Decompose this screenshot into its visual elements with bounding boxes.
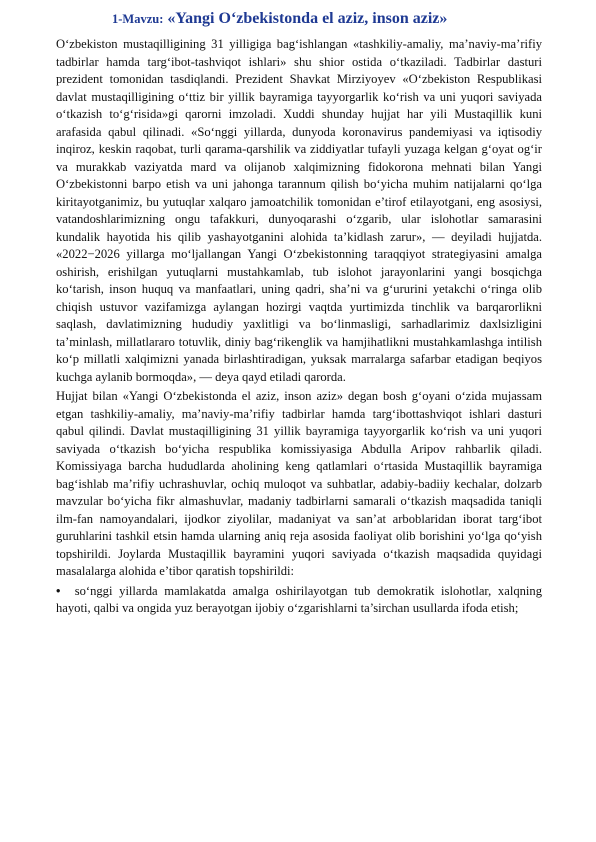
paragraph-2: Hujjat bilan «Yangi O‘zbekistonda el aziz, inson aziz» degan bosh g‘oyani o‘zida mujassam etgan tashkiliy-amaliy, ma’naviy-ma’rifiy tadbirlar hamda targ‘ibottashviqot ishlari dasturi qabul qilindi. Davlat mustaqilligining 31 yillik bayramiga tayyorgarlik ko‘rish va uni yuqori saviyada o‘tkazish bo‘yicha respublika komissiyasiga Abdulla Aripov rahbarlik qiladi. Komissiyaga barcha hududlarda aholining keng qatlamlari o‘rtasida Mustaqillik bayramiga bag‘ishlab ma’rifiy uchrashuvlar, ochiq muloqot va suhbatlar, adabiy-badiiy kechalar, dolzarb mavzular bo‘yicha fikr almashuvlar, madaniy tadbirlarni samarali o‘tkazish maqsadida taniqli ilm-fan namoyandalari, ijodkor ziyolilar, madaniyat va san’at arboblaridan iborat targ‘ibot guruhlarini tashkil etsin hamda ularning aniq reja asosida faoliyat olib borishini yo‘lga qo‘yish topshirildi. Joylarda Mustaqillik bayramini yuqori saviyada o‘tkazish maqsadida quyidagi masalalarga alohida e’tibor qaratish topshirildi: — [56, 389, 542, 578]
bullet-item — [56, 583, 542, 618]
bullet-text: so‘nggi yillarda mamlakatda amalga oshirilayotgan tub demokratik islohotlar, xalqning hayoti, qalbi va ongida yuz berayotgan ijobiy o‘zgarishlarni ta’sirchan usullarda ifoda etish; — [56, 583, 543, 615]
heading-title: «Yangi O‘zbekistonda el aziz, inson aziz» — [167, 10, 448, 27]
bullet-list — [56, 583, 542, 618]
paragraph-1: O‘zbekiston mustaqilligining 31 yilligiga bag‘ishlangan «tashkiliy-amaliy, ma’naviy-ma’rifiy tadbirlar hamda targ‘ibot-tashviqot ishlari» shu shior ostida o‘tkaziladi. Tadbirlar dasturi prezident tomonidan tasdiqlandi. Prezident Shavkat Mirziyoyev «O‘zbekiston Respublikasi davlat mustaqilligining o‘ttiz bir yillik bayramiga tayyorgarlik ko‘rish va uni yuqori saviyada o‘tkazish to‘g‘risida»gi qarorni imzoladi. Xuddi shunday hujjat har yili Mustaqillik kuni arafasida qabul qilinadi. «So‘nggi yillarda, dunyoda koronavirus pandemiyasi va iqtisodiy inqiroz, keskin raqobat, turli qarama-qarshilik va ziddiyatlar tufayli yuzaga kelgan g‘oyat og‘ir va murakkab vaziyatda mard va olijanob xalqimizning fidokorona mehnati bilan Yangi O‘zbekistonni barpo etish va uni jahonga tarannum qilish bo‘yicha muhim natijalarni qo‘lga kiritayotganimiz, bu yutuqlar xalqaro jamoatchilik tomonidan e’tirof etilayotgani, eng asosiysi, vatandoshlarimizning ongu tafakkuri, dunyoqarashi o‘zgarib, ular islohotlar samarasini kundalik hayotida his qilib yashayotganini alohida ta’kidlash zarur», — deyiladi hujjatda. «2022−2026 yillarga mo‘ljallangan Yangi O‘zbekistonning taraqqiyot strategiyasini amalga oshirish, erishilgan yutuqlarni mustahkamlab, tub islohot jarayonlarini yangi bosqichga ko‘tarish, inson huquq va manfaatlari, uning qadri, sha’ni va g‘ururini yetakchi o‘ringa olib chiqish ustuvor vazifamizga aylangan hozirgi vaqtda yurtimizda tinchlik va barqarorlikni saqlash, davlatimizning hududiy yaxlitligi va bo‘linmasligi, sarhadlarimiz daxlsizligini ta’minlash, millatlararo totuvlik, diniy bag‘rikenglik va hamjihatlikni mustahkamlashga intilish ko‘p millatli xalqimizni yanada birlashtiradigan, yuksak marralarga safarbar etadigan beqiyos kuchga aylanib bormoqda», — deya qayd etiladi qarorda. — [56, 37, 542, 384]
heading-prefix: 1-Mavzu: — [112, 12, 164, 26]
document-page — [56, 8, 542, 618]
bullet-icon: • — [56, 583, 61, 598]
heading — [56, 8, 542, 30]
